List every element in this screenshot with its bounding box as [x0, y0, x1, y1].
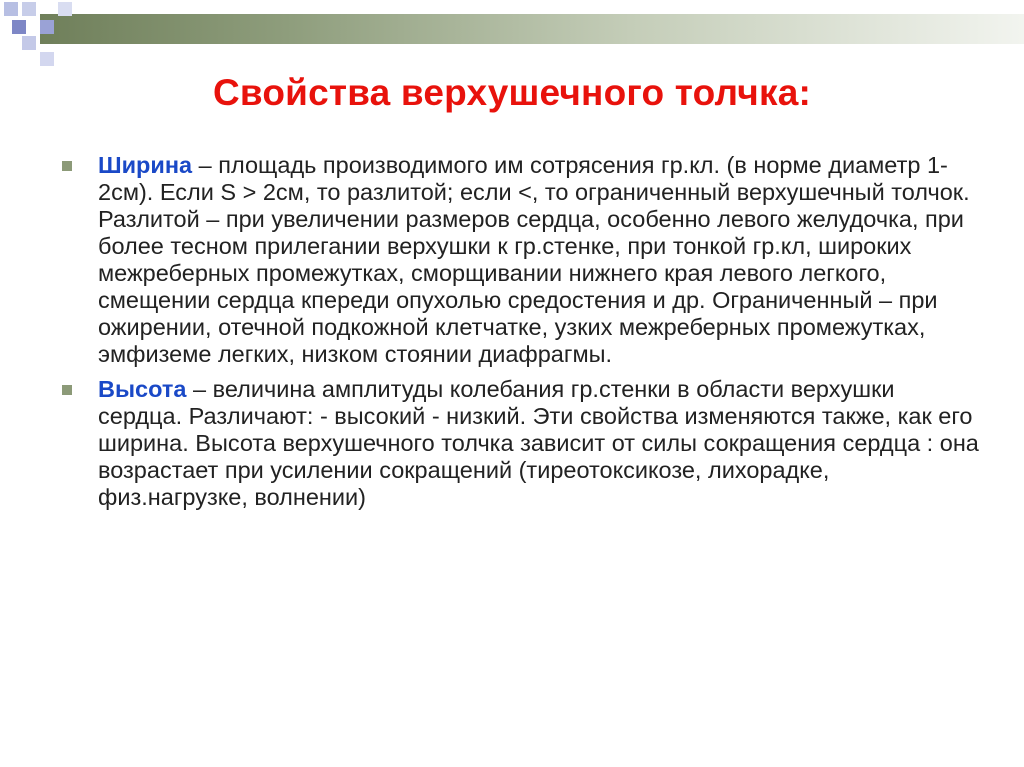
term-width: Ширина [98, 152, 193, 178]
bullet-item-height [62, 376, 982, 511]
item-text-height: – величина амплитуды колебания гр.стенки в области верхушки сердца. Различают: - высокий - низкий. Эти свойства изменяются также, как его ширина. Высота верхушечного толчка зависит от силы сокращения сердца : она возрастает при усилении сокращений (тиреотоксикозе, лихорадке, физ.нагрузке, волнении) [98, 376, 979, 510]
decorative-square [12, 20, 26, 34]
decorative-square [4, 2, 18, 16]
slide-title: Свойства верхушечного толчка: [212, 72, 812, 113]
top-decorative-bar [40, 14, 1024, 44]
term-height: Высота [98, 376, 187, 402]
decorative-square [40, 52, 54, 66]
bullet-list [62, 152, 982, 519]
decorative-square [40, 20, 54, 34]
square-bullet-icon [62, 385, 72, 395]
bullet-item-width [62, 152, 982, 368]
square-bullet-icon [62, 161, 72, 171]
decorative-square [22, 2, 36, 16]
decorative-square [22, 36, 36, 50]
decorative-square [58, 2, 72, 16]
item-text-width: – площадь производимого им сотрясения гр.кл. (в норме диаметр 1-2см). Если S > 2см, то разлитой; если <, то ограниченный верхушечный толчок. Разлитой – при увеличении размеров сердца, особенно левого желудочка, при более тесном прилегании верхушки к гр.стенке, при тонкой гр.кл, широких межреберных промежутках, сморщивании нижнего края левого легкого, смещении сердца кпереди опухолью средостения и др. Ограниченный – при ожирении, отечной подкожной клетчатке, узких межреберных промежутках, эмфиземе легких, низком стоянии диафрагмы. [98, 152, 970, 367]
